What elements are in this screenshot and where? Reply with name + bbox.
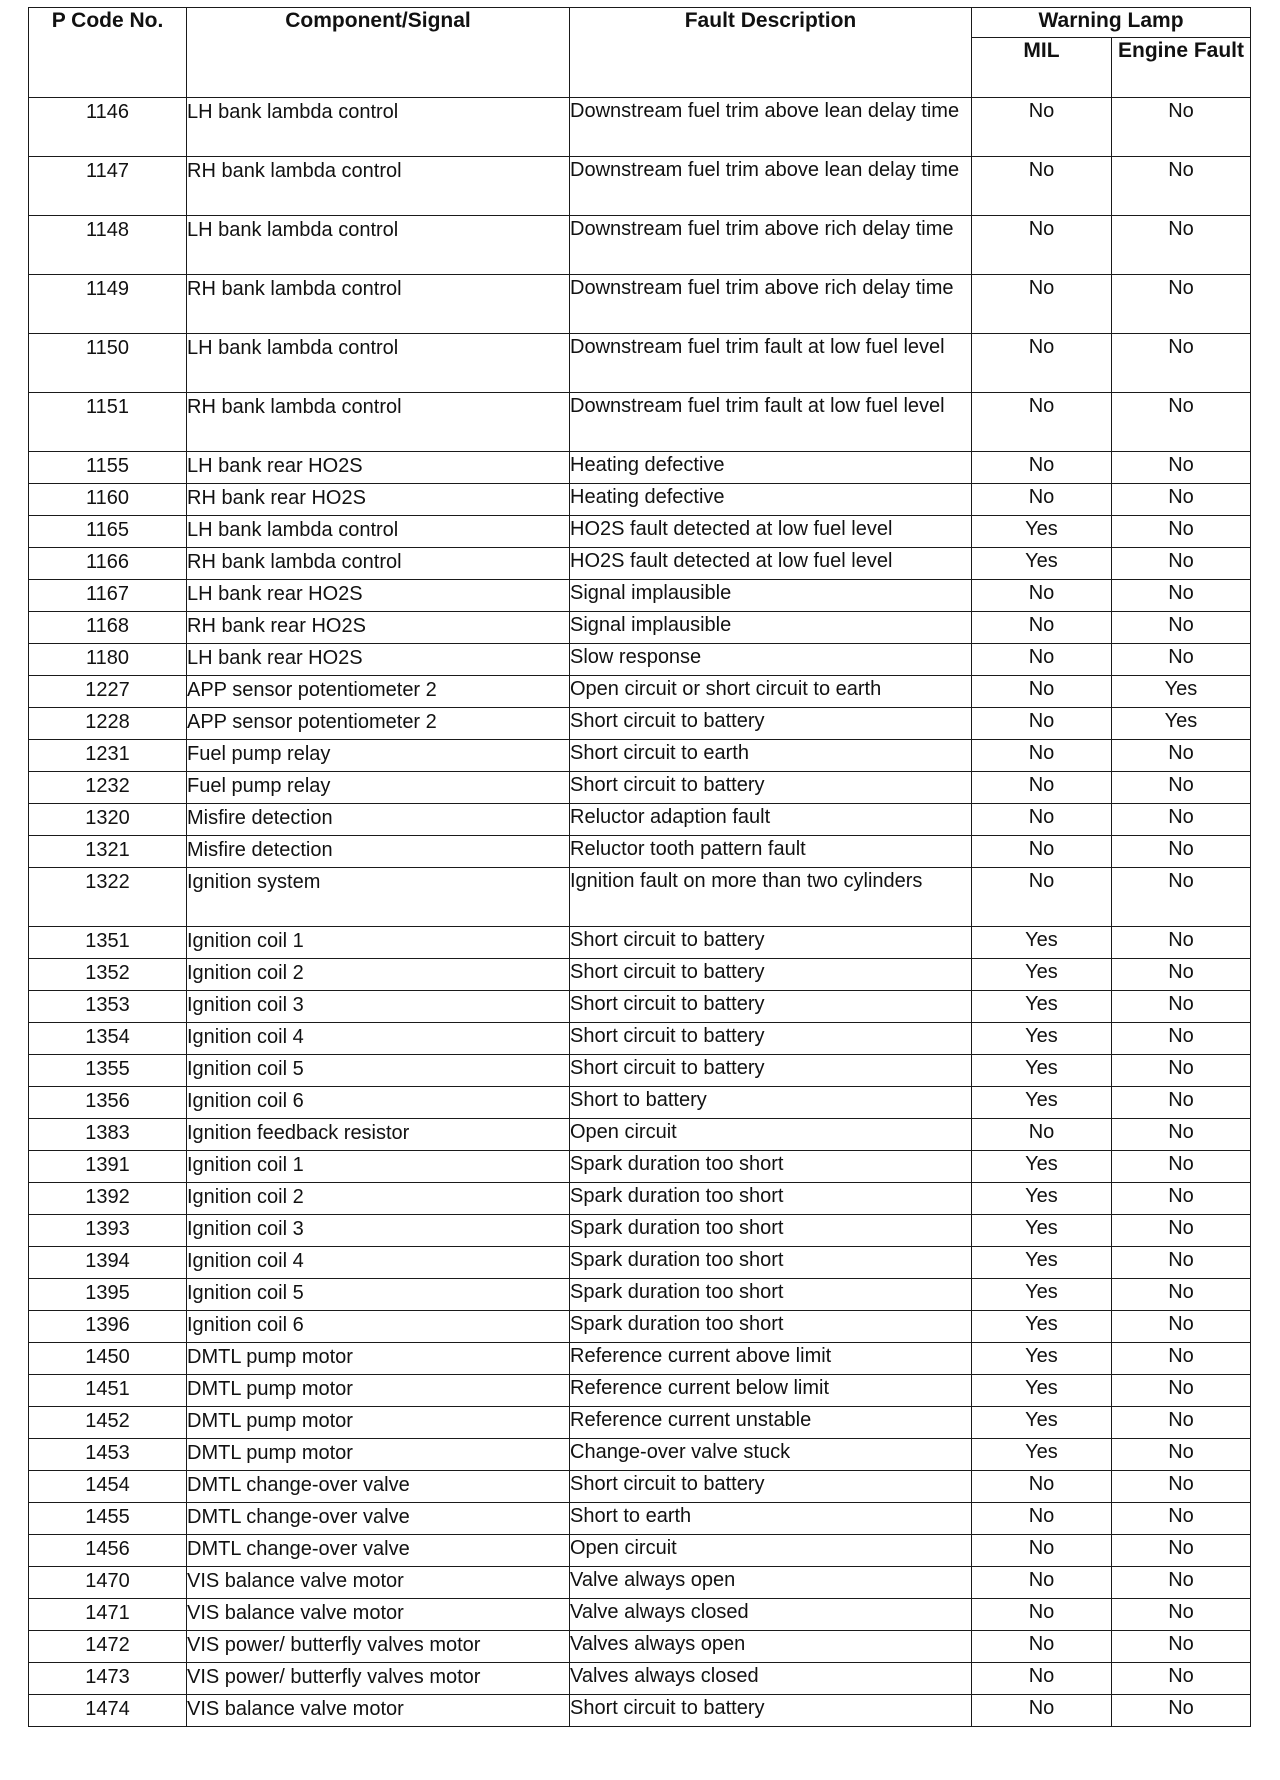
mil-cell: Yes <box>972 1087 1112 1119</box>
fault-description-cell: Open circuit <box>570 1535 972 1567</box>
fault-code-table <box>28 7 1251 1727</box>
p-code-cell: 1355 <box>29 1055 187 1087</box>
engine-fault-cell: No <box>1112 1087 1251 1119</box>
p-code-cell: 1168 <box>29 612 187 644</box>
table-row <box>29 612 1251 644</box>
mil-cell: No <box>972 98 1112 157</box>
fault-description-cell: Spark duration too short <box>570 1151 972 1183</box>
mil-cell: No <box>972 1503 1112 1535</box>
fault-description-cell: HO2S fault detected at low fuel level <box>570 548 972 580</box>
table-row <box>29 393 1251 452</box>
component-cell: RH bank lambda control <box>187 393 570 452</box>
engine-fault-cell: No <box>1112 1439 1251 1471</box>
engine-fault-cell: No <box>1112 98 1251 157</box>
fault-description-cell: Ignition fault on more than two cylinders <box>570 868 972 927</box>
header-mil: MIL <box>972 38 1112 98</box>
component-cell: Ignition coil 5 <box>187 1279 570 1311</box>
fault-description-cell: Valves always open <box>570 1631 972 1663</box>
component-cell: LH bank lambda control <box>187 98 570 157</box>
engine-fault-cell: No <box>1112 157 1251 216</box>
fault-description-cell: Short circuit to battery <box>570 1695 972 1727</box>
table-row <box>29 1599 1251 1631</box>
mil-cell: No <box>972 804 1112 836</box>
p-code-cell: 1322 <box>29 868 187 927</box>
component-cell: Ignition coil 5 <box>187 1055 570 1087</box>
fault-description-cell: Downstream fuel trim above rich delay time <box>570 275 972 334</box>
engine-fault-cell: No <box>1112 740 1251 772</box>
fault-description-cell: Short circuit to battery <box>570 927 972 959</box>
p-code-cell: 1351 <box>29 927 187 959</box>
mil-cell: No <box>972 1567 1112 1599</box>
component-cell: RH bank rear HO2S <box>187 484 570 516</box>
p-code-cell: 1392 <box>29 1183 187 1215</box>
component-cell: RH bank lambda control <box>187 157 570 216</box>
engine-fault-cell: No <box>1112 1183 1251 1215</box>
table-row <box>29 1375 1251 1407</box>
fault-description-cell: Valves always closed <box>570 1663 972 1695</box>
fault-description-cell: Signal implausible <box>570 580 972 612</box>
component-cell: LH bank rear HO2S <box>187 452 570 484</box>
fault-description-cell: Reference current below limit <box>570 1375 972 1407</box>
mil-cell: Yes <box>972 1439 1112 1471</box>
mil-cell: No <box>972 275 1112 334</box>
engine-fault-cell: No <box>1112 1471 1251 1503</box>
mil-cell: No <box>972 612 1112 644</box>
header-warning-lamp: Warning Lamp <box>972 8 1251 38</box>
p-code-cell: 1453 <box>29 1439 187 1471</box>
fault-description-cell: Downstream fuel trim above lean delay time <box>570 98 972 157</box>
component-cell: Ignition system <box>187 868 570 927</box>
mil-cell: No <box>972 740 1112 772</box>
fault-description-cell: Spark duration too short <box>570 1279 972 1311</box>
engine-fault-cell: No <box>1112 927 1251 959</box>
engine-fault-cell: No <box>1112 1407 1251 1439</box>
fault-description-cell: Spark duration too short <box>570 1311 972 1343</box>
engine-fault-cell: No <box>1112 393 1251 452</box>
p-code-cell: 1474 <box>29 1695 187 1727</box>
component-cell: RH bank rear HO2S <box>187 612 570 644</box>
fault-description-cell: Downstream fuel trim above rich delay time <box>570 216 972 275</box>
fault-description-cell: Heating defective <box>570 484 972 516</box>
table-row <box>29 772 1251 804</box>
mil-cell: No <box>972 1599 1112 1631</box>
table-row <box>29 1407 1251 1439</box>
engine-fault-cell: No <box>1112 1599 1251 1631</box>
table-row <box>29 740 1251 772</box>
component-cell: VIS balance valve motor <box>187 1567 570 1599</box>
component-cell: APP sensor potentiometer 2 <box>187 708 570 740</box>
p-code-cell: 1472 <box>29 1631 187 1663</box>
p-code-cell: 1450 <box>29 1343 187 1375</box>
table-row <box>29 644 1251 676</box>
p-code-cell: 1155 <box>29 452 187 484</box>
p-code-cell: 1232 <box>29 772 187 804</box>
engine-fault-cell: No <box>1112 548 1251 580</box>
p-code-cell: 1150 <box>29 334 187 393</box>
p-code-cell: 1396 <box>29 1311 187 1343</box>
component-cell: DMTL pump motor <box>187 1343 570 1375</box>
engine-fault-cell: No <box>1112 1375 1251 1407</box>
engine-fault-cell: No <box>1112 1215 1251 1247</box>
engine-fault-cell: No <box>1112 1503 1251 1535</box>
mil-cell: Yes <box>972 1247 1112 1279</box>
p-code-cell: 1146 <box>29 98 187 157</box>
engine-fault-cell: No <box>1112 334 1251 393</box>
component-cell: RH bank lambda control <box>187 275 570 334</box>
component-cell: Ignition feedback resistor <box>187 1119 570 1151</box>
fault-description-cell: Short circuit to battery <box>570 1023 972 1055</box>
table-row <box>29 1343 1251 1375</box>
mil-cell: Yes <box>972 927 1112 959</box>
component-cell: VIS power/ butterfly valves motor <box>187 1663 570 1695</box>
fault-description-cell: Short circuit to battery <box>570 1471 972 1503</box>
engine-fault-cell: Yes <box>1112 676 1251 708</box>
header-component-signal: Component/Signal <box>187 8 570 98</box>
mil-cell: Yes <box>972 1343 1112 1375</box>
engine-fault-cell: No <box>1112 1055 1251 1087</box>
table-row <box>29 1503 1251 1535</box>
mil-cell: No <box>972 708 1112 740</box>
table-row <box>29 1023 1251 1055</box>
fault-description-cell: Valve always open <box>570 1567 972 1599</box>
fault-description-cell: Short circuit to battery <box>570 991 972 1023</box>
engine-fault-cell: No <box>1112 868 1251 927</box>
component-cell: Misfire detection <box>187 836 570 868</box>
fault-description-cell: Valve always closed <box>570 1599 972 1631</box>
p-code-cell: 1160 <box>29 484 187 516</box>
table-row <box>29 868 1251 927</box>
mil-cell: No <box>972 868 1112 927</box>
fault-description-cell: Short circuit to battery <box>570 772 972 804</box>
p-code-cell: 1470 <box>29 1567 187 1599</box>
p-code-cell: 1354 <box>29 1023 187 1055</box>
fault-description-cell: HO2S fault detected at low fuel level <box>570 516 972 548</box>
component-cell: Fuel pump relay <box>187 740 570 772</box>
table-header <box>29 8 1251 98</box>
table-row <box>29 991 1251 1023</box>
table-row <box>29 484 1251 516</box>
component-cell: APP sensor potentiometer 2 <box>187 676 570 708</box>
table-row <box>29 1087 1251 1119</box>
mil-cell: Yes <box>972 516 1112 548</box>
p-code-cell: 1165 <box>29 516 187 548</box>
p-code-cell: 1149 <box>29 275 187 334</box>
p-code-cell: 1227 <box>29 676 187 708</box>
fault-description-cell: Reference current unstable <box>570 1407 972 1439</box>
component-cell: Ignition coil 4 <box>187 1023 570 1055</box>
table-row <box>29 708 1251 740</box>
component-cell: DMTL pump motor <box>187 1375 570 1407</box>
engine-fault-cell: No <box>1112 772 1251 804</box>
component-cell: Ignition coil 1 <box>187 927 570 959</box>
p-code-cell: 1456 <box>29 1535 187 1567</box>
table-body <box>29 98 1251 1727</box>
mil-cell: No <box>972 1631 1112 1663</box>
p-code-cell: 1180 <box>29 644 187 676</box>
mil-cell: Yes <box>972 1023 1112 1055</box>
engine-fault-cell: Yes <box>1112 708 1251 740</box>
mil-cell: No <box>972 644 1112 676</box>
fault-description-cell: Reference current above limit <box>570 1343 972 1375</box>
mil-cell: Yes <box>972 1183 1112 1215</box>
table-row <box>29 1247 1251 1279</box>
p-code-cell: 1393 <box>29 1215 187 1247</box>
component-cell: Ignition coil 1 <box>187 1151 570 1183</box>
mil-cell: No <box>972 580 1112 612</box>
header-p-code: P Code No. <box>29 8 187 98</box>
mil-cell: Yes <box>972 1151 1112 1183</box>
engine-fault-cell: No <box>1112 1663 1251 1695</box>
p-code-cell: 1471 <box>29 1599 187 1631</box>
header-engine-fault: Engine Fault <box>1112 38 1251 98</box>
engine-fault-cell: No <box>1112 1535 1251 1567</box>
p-code-cell: 1151 <box>29 393 187 452</box>
table-row <box>29 1663 1251 1695</box>
p-code-cell: 1352 <box>29 959 187 991</box>
mil-cell: Yes <box>972 1311 1112 1343</box>
component-cell: Ignition coil 6 <box>187 1311 570 1343</box>
mil-cell: Yes <box>972 1215 1112 1247</box>
component-cell: LH bank rear HO2S <box>187 644 570 676</box>
mil-cell: No <box>972 452 1112 484</box>
component-cell: Ignition coil 6 <box>187 1087 570 1119</box>
fault-description-cell: Spark duration too short <box>570 1247 972 1279</box>
mil-cell: Yes <box>972 1375 1112 1407</box>
table-row <box>29 1471 1251 1503</box>
table-row <box>29 1119 1251 1151</box>
table-row <box>29 1055 1251 1087</box>
engine-fault-cell: No <box>1112 275 1251 334</box>
engine-fault-cell: No <box>1112 804 1251 836</box>
fault-description-cell: Change-over valve stuck <box>570 1439 972 1471</box>
engine-fault-cell: No <box>1112 1119 1251 1151</box>
component-cell: RH bank lambda control <box>187 548 570 580</box>
fault-description-cell: Short circuit to battery <box>570 708 972 740</box>
p-code-cell: 1167 <box>29 580 187 612</box>
p-code-cell: 1383 <box>29 1119 187 1151</box>
fault-description-cell: Short circuit to battery <box>570 959 972 991</box>
fault-description-cell: Short circuit to earth <box>570 740 972 772</box>
mil-cell: No <box>972 676 1112 708</box>
engine-fault-cell: No <box>1112 1279 1251 1311</box>
p-code-cell: 1148 <box>29 216 187 275</box>
fault-description-cell: Spark duration too short <box>570 1183 972 1215</box>
engine-fault-cell: No <box>1112 1311 1251 1343</box>
table-row <box>29 836 1251 868</box>
table-row <box>29 1567 1251 1599</box>
mil-cell: No <box>972 157 1112 216</box>
engine-fault-cell: No <box>1112 1567 1251 1599</box>
table-row <box>29 334 1251 393</box>
component-cell: Ignition coil 2 <box>187 1183 570 1215</box>
p-code-cell: 1147 <box>29 157 187 216</box>
component-cell: Ignition coil 3 <box>187 1215 570 1247</box>
component-cell: DMTL change-over valve <box>187 1503 570 1535</box>
table-row <box>29 98 1251 157</box>
table-row <box>29 548 1251 580</box>
engine-fault-cell: No <box>1112 959 1251 991</box>
component-cell: Ignition coil 3 <box>187 991 570 1023</box>
p-code-cell: 1166 <box>29 548 187 580</box>
component-cell: DMTL change-over valve <box>187 1535 570 1567</box>
mil-cell: No <box>972 1119 1112 1151</box>
fault-description-cell: Heating defective <box>570 452 972 484</box>
p-code-cell: 1451 <box>29 1375 187 1407</box>
engine-fault-cell: No <box>1112 1343 1251 1375</box>
engine-fault-cell: No <box>1112 836 1251 868</box>
fault-description-cell: Short circuit to battery <box>570 1055 972 1087</box>
table-row <box>29 676 1251 708</box>
component-cell: Fuel pump relay <box>187 772 570 804</box>
engine-fault-cell: No <box>1112 580 1251 612</box>
p-code-cell: 1356 <box>29 1087 187 1119</box>
mil-cell: No <box>972 484 1112 516</box>
p-code-cell: 1320 <box>29 804 187 836</box>
component-cell: DMTL pump motor <box>187 1407 570 1439</box>
component-cell: LH bank lambda control <box>187 516 570 548</box>
mil-cell: Yes <box>972 548 1112 580</box>
table-row <box>29 157 1251 216</box>
mil-cell: Yes <box>972 991 1112 1023</box>
mil-cell: No <box>972 334 1112 393</box>
component-cell: Ignition coil 4 <box>187 1247 570 1279</box>
table-row <box>29 452 1251 484</box>
fault-description-cell: Short to battery <box>570 1087 972 1119</box>
fault-description-cell: Downstream fuel trim above lean delay time <box>570 157 972 216</box>
mil-cell: Yes <box>972 1407 1112 1439</box>
p-code-cell: 1394 <box>29 1247 187 1279</box>
table-row <box>29 1183 1251 1215</box>
table-row <box>29 516 1251 548</box>
engine-fault-cell: No <box>1112 612 1251 644</box>
component-cell: LH bank lambda control <box>187 216 570 275</box>
fault-description-cell: Reluctor tooth pattern fault <box>570 836 972 868</box>
table-row <box>29 1439 1251 1471</box>
engine-fault-cell: No <box>1112 216 1251 275</box>
fault-description-cell: Downstream fuel trim fault at low fuel level <box>570 334 972 393</box>
fault-description-cell: Open circuit <box>570 1119 972 1151</box>
table-row <box>29 1535 1251 1567</box>
mil-cell: No <box>972 1471 1112 1503</box>
mil-cell: No <box>972 216 1112 275</box>
mil-cell: Yes <box>972 959 1112 991</box>
engine-fault-cell: No <box>1112 644 1251 676</box>
mil-cell: No <box>972 1535 1112 1567</box>
mil-cell: Yes <box>972 1279 1112 1311</box>
engine-fault-cell: No <box>1112 1631 1251 1663</box>
table-row <box>29 1215 1251 1247</box>
engine-fault-cell: No <box>1112 1247 1251 1279</box>
component-cell: VIS power/ butterfly valves motor <box>187 1631 570 1663</box>
engine-fault-cell: No <box>1112 516 1251 548</box>
engine-fault-cell: No <box>1112 1151 1251 1183</box>
component-cell: Ignition coil 2 <box>187 959 570 991</box>
fault-description-cell: Signal implausible <box>570 612 972 644</box>
p-code-cell: 1452 <box>29 1407 187 1439</box>
engine-fault-cell: No <box>1112 1695 1251 1727</box>
engine-fault-cell: No <box>1112 452 1251 484</box>
table-row <box>29 1695 1251 1727</box>
p-code-cell: 1455 <box>29 1503 187 1535</box>
table-row <box>29 1631 1251 1663</box>
fault-description-cell: Reluctor adaption fault <box>570 804 972 836</box>
table-row <box>29 275 1251 334</box>
mil-cell: No <box>972 772 1112 804</box>
table-row <box>29 580 1251 612</box>
component-cell: LH bank lambda control <box>187 334 570 393</box>
header-fault-description: Fault Description <box>570 8 972 98</box>
mil-cell: No <box>972 393 1112 452</box>
p-code-cell: 1395 <box>29 1279 187 1311</box>
engine-fault-cell: No <box>1112 484 1251 516</box>
component-cell: VIS balance valve motor <box>187 1695 570 1727</box>
fault-description-cell: Slow response <box>570 644 972 676</box>
table-row <box>29 804 1251 836</box>
p-code-cell: 1321 <box>29 836 187 868</box>
table-row <box>29 959 1251 991</box>
p-code-cell: 1473 <box>29 1663 187 1695</box>
table-row <box>29 927 1251 959</box>
mil-cell: No <box>972 1695 1112 1727</box>
mil-cell: No <box>972 836 1112 868</box>
component-cell: LH bank rear HO2S <box>187 580 570 612</box>
fault-description-cell: Spark duration too short <box>570 1215 972 1247</box>
component-cell: Misfire detection <box>187 804 570 836</box>
table-row <box>29 1151 1251 1183</box>
p-code-cell: 1228 <box>29 708 187 740</box>
engine-fault-cell: No <box>1112 1023 1251 1055</box>
mil-cell: No <box>972 1663 1112 1695</box>
p-code-cell: 1231 <box>29 740 187 772</box>
mil-cell: Yes <box>972 1055 1112 1087</box>
fault-description-cell: Downstream fuel trim fault at low fuel level <box>570 393 972 452</box>
component-cell: DMTL pump motor <box>187 1439 570 1471</box>
table-row <box>29 1279 1251 1311</box>
engine-fault-cell: No <box>1112 991 1251 1023</box>
fault-description-cell: Short to earth <box>570 1503 972 1535</box>
p-code-cell: 1353 <box>29 991 187 1023</box>
component-cell: VIS balance valve motor <box>187 1599 570 1631</box>
p-code-cell: 1391 <box>29 1151 187 1183</box>
component-cell: DMTL change-over valve <box>187 1471 570 1503</box>
table-row <box>29 1311 1251 1343</box>
p-code-cell: 1454 <box>29 1471 187 1503</box>
table-row <box>29 216 1251 275</box>
fault-description-cell: Open circuit or short circuit to earth <box>570 676 972 708</box>
